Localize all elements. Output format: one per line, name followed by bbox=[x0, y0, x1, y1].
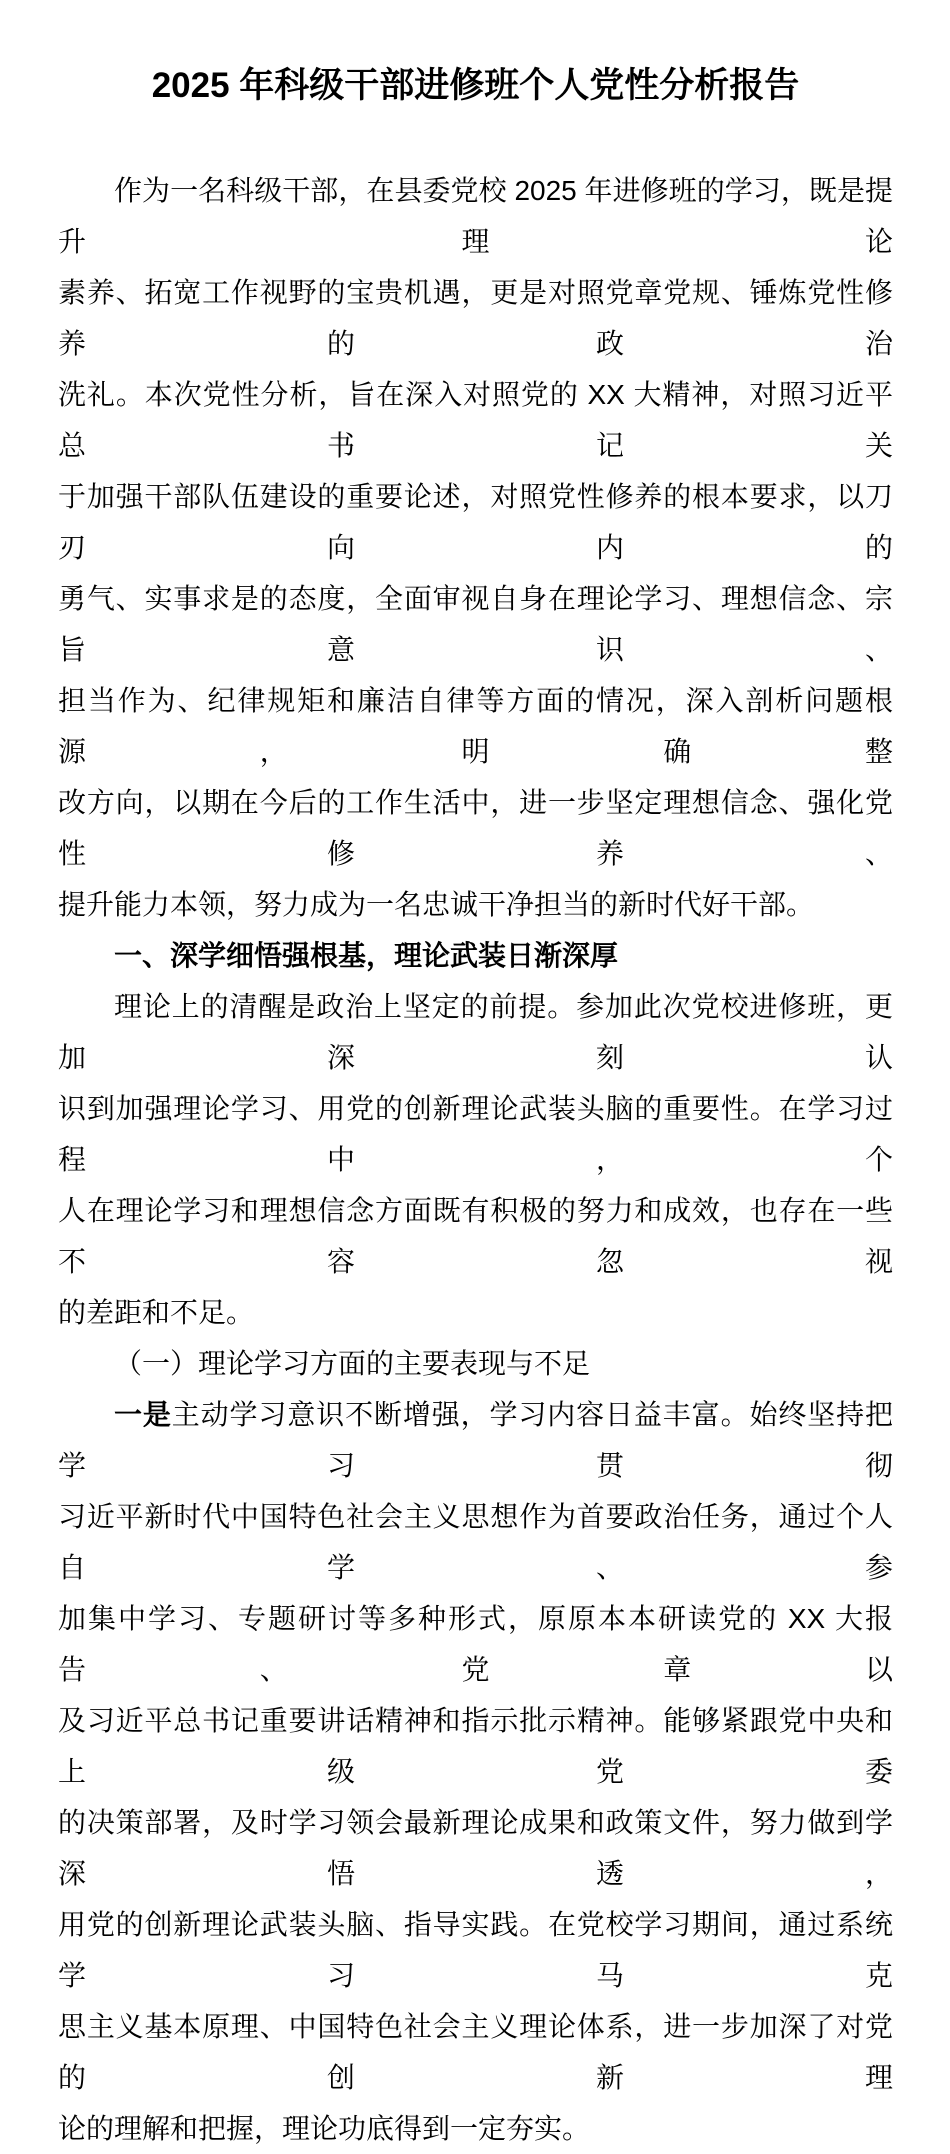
text-line: 担当作为、纪律规矩和廉洁自律等方面的情况，深入剖析问题根源，明确整 bbox=[58, 685, 893, 767]
text-line: 及习近平总书记重要讲话精神和指示批示精神。能够紧跟党中央和上级党委 bbox=[58, 1705, 893, 1787]
text-line: 论的理解和把握，理论功底得到一定夯实。 bbox=[58, 2113, 591, 2144]
text-line: 作为一名科级干部，在县委党校 2025 年进修班的学习，既是提升理论 bbox=[58, 175, 893, 257]
text-line: 人在理论学习和理想信念方面既有积极的努力和成效，也存在一些不容忽视 bbox=[58, 1195, 893, 1277]
text-line: 识到加强理论学习、用党的创新理论武装头脑的重要性。在学习过程中，个 bbox=[58, 1093, 893, 1175]
paragraph-intro bbox=[58, 165, 893, 930]
text-line: 改方向，以期在今后的工作生活中，进一步坚定理想信念、强化党性修养、 bbox=[58, 787, 893, 869]
text-line: 用党的创新理论武装头脑、指导实践。在党校学习期间，通过系统学习马克 bbox=[58, 1909, 893, 1991]
text-line: 理论上的清醒是政治上坚定的前提。参加此次党校进修班，更加深刻认 bbox=[58, 991, 893, 1073]
text-line: 提升能力本领，努力成为一名忠诚干净担当的新时代好干部。 bbox=[58, 889, 815, 920]
text-line bbox=[58, 1389, 893, 1491]
section-heading-1: 一、深学细悟强根基，理论武装日渐深厚 bbox=[114, 940, 619, 971]
subsection-heading-1: （一）理论学习方面的主要表现与不足 bbox=[114, 1348, 591, 1379]
document-body bbox=[58, 165, 893, 2154]
text-line: 于加强干部队伍建设的重要论述，对照党性修养的根本要求，以刀刃向内的 bbox=[58, 481, 893, 563]
text-line: 加集中学习、专题研讨等多种形式，原原本本研读党的 XX 大报告、党章以 bbox=[58, 1603, 893, 1685]
text-line: 勇气、实事求是的态度，全面审视自身在理论学习、理想信念、宗旨意识、 bbox=[58, 583, 893, 665]
text-line: 的决策部署，及时学习领会最新理论成果和政策文件，努力做到学深悟透， bbox=[58, 1807, 893, 1889]
paragraph-point-one bbox=[58, 1389, 893, 2154]
text-line: 素养、拓宽工作视野的宝贵机遇，更是对照党章党规、锤炼党性修养的政治 bbox=[58, 277, 893, 359]
text-line: 洗礼。本次党性分析，旨在深入对照党的 XX 大精神，对照习近平总书记关 bbox=[58, 379, 893, 461]
document-title: 2025 年科级干部进修班个人党性分析报告 bbox=[151, 66, 800, 105]
lead-emphasis: 一是 bbox=[114, 1399, 172, 1430]
paragraph-theory bbox=[58, 981, 893, 1338]
paragraph-continuation bbox=[58, 1491, 893, 2154]
text-line: 思主义基本原理、中国特色社会主义理论体系，进一步加深了对党的创新理 bbox=[58, 2011, 893, 2093]
text-line: 的差距和不足。 bbox=[58, 1297, 255, 1328]
text-line-rest: 主动学习意识不断增强，学习内容日益丰富。始终坚持把学习贯彻 bbox=[58, 1399, 893, 1481]
text-line: 习近平新时代中国特色社会主义思想作为首要政治任务，通过个人自学、参 bbox=[58, 1501, 893, 1583]
